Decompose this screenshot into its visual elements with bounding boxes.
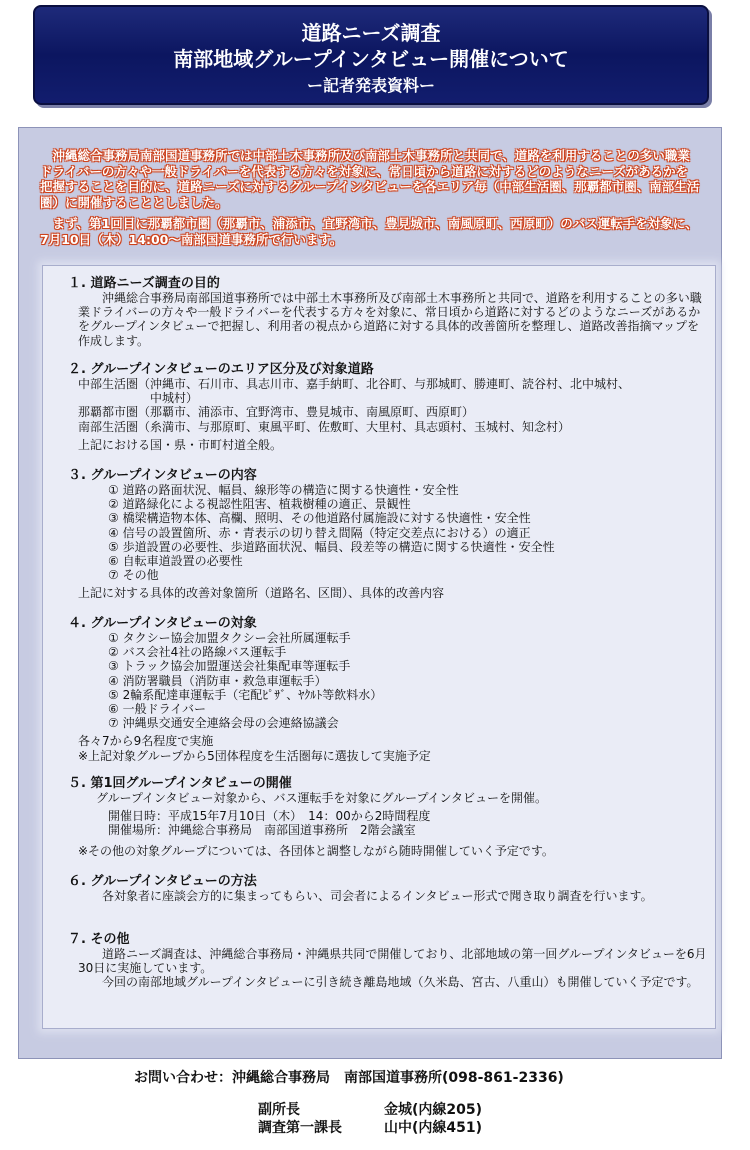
section-7-heading: ７. その他 <box>68 932 130 947</box>
section-3-note: 上記に対する具体的改善対象箇所（道路名、区間）、具体的改善内容 <box>78 586 445 601</box>
intro-text <box>40 148 700 247</box>
section-1-body: 沖縄総合事務局南部国道事務所では中部土木事務所及び南部土木事務所と共同で、道路を利用することの多い職業ドライバーの方々や一般ドライバーを代表する方々を対象に、常日頃から道路に対するどのようなニーズがあるかをグループインタビューで把握し、利用者の視点から道路に対する具体的改善箇所を整理し、道路改善指摘マップを作成します。 <box>78 291 702 348</box>
content-item-2: ② 道路緑化による視認性阻害、植栽樹種の適正、景観性 <box>108 497 411 512</box>
title-line-1: 道路ニーズ調査 <box>301 21 441 45</box>
section-2 <box>68 362 708 452</box>
section-6-body: 各対象者に座談会方的に集まってもらい、司会者によるインタビュー形式で聞き取り調査を行います。 <box>102 889 653 903</box>
content-item-7: ⑦ その他 <box>108 568 159 583</box>
section-4-note-1: 各々7から9名程度で実施 <box>78 734 214 749</box>
event-venue: 開催場所：沖縄総合事務局 南部国道事務所 2階会議室 <box>108 823 416 838</box>
content-item-4: ④ 信号の設置箇所、赤・青表示の切り替え間隔（特定交差点における）の適正 <box>108 525 531 540</box>
section-3-heading: ３. グループインタビューの内容 <box>68 468 257 483</box>
area-central-cont: 中城村） <box>78 391 199 406</box>
section-4 <box>68 616 708 763</box>
section-5-note: ※その他の対象グループについては、各団体と調整しながら随時開催していく予定です。 <box>78 843 554 858</box>
section-5-heading: ５. 第1回グループインタビューの開催 <box>68 776 292 791</box>
section-1-heading: １. 道路ニーズ調査の目的 <box>68 276 220 291</box>
content-item-1: ① 道路の路面状況、幅員、線形等の構造に関する快適性・安全性 <box>108 483 459 497</box>
content-item-5: ⑤ 歩道設置の必要性、歩道路面状況、幅員、段差等の構造に関する快適性・安全性 <box>108 539 555 554</box>
target-item-6: ⑥ 一般ドライバー <box>108 702 206 717</box>
section-2-note: 上記における国・県・市町村道全般。 <box>78 437 283 452</box>
target-item-1: ① タクシー協会加盟タクシー会社所属運転手 <box>108 631 351 645</box>
staff-role: 調査第一課長 <box>258 1120 342 1136</box>
section-7-body-1: 道路ニーズ調査は、沖縄総合事務局・沖縄県共同で開催しており、北部地域の第一回グループインタビューを6月30日に実施しています。 <box>78 947 707 976</box>
title-banner <box>33 5 709 105</box>
section-7 <box>68 932 708 990</box>
section-7-body-2: 今回の南部地域グループインタビューに引き続き離島地域（久米島、宮古、八重山）も開催していく予定です。 <box>102 975 699 990</box>
contact-info: お問い合わせ：沖縄総合事務局 南部国道事務所(098-861-2336) <box>134 1070 564 1086</box>
subtitle: ー記者発表資料ー <box>306 76 435 95</box>
area-central: 中部生活圏（沖縄市、石川市、具志川市、嘉手納町、北谷町、与那城町、勝連町、読谷村、北中城村、 <box>78 377 631 391</box>
section-3 <box>68 468 708 601</box>
intro-paragraph-2: まず、第1回目に那覇都市圏（那覇市、浦添市、宜野湾市、豊見城市、南風原町、西原町）のバス運転手を対象に、7月10日（木）14:00～南部国道事務所で行います。 <box>40 216 698 247</box>
event-datetime: 開催日時：平成15年7月10日（木） 14：00から2時間程度 <box>108 809 431 824</box>
title-line-2: 南部地域グループインタビュー開催について <box>173 47 569 71</box>
intro-paragraph-1: 沖縄総合事務局南部国道事務所では中部土木事務所及び南部土木事務所と共同で、道路を利用することの多い職業ドライバーの方々や一般ドライバーを代表する方々を対象に、常日頃から道路に対するどのようなニーズがあるかを把握することを目的に、道路ニーズに対するグループインタビューを各エリア毎（中部生活圏、那覇都市圏、南部生活圏）に開催することとしました。 <box>40 148 700 210</box>
section-1 <box>68 276 708 348</box>
staff-row-2 <box>258 1117 482 1137</box>
staff-name: 山中(内線451) <box>384 1120 483 1136</box>
section-4-heading: ４. グループインタビューの対象 <box>68 616 257 631</box>
area-south: 南部生活圏（糸満市、与那原町、東風平町、佐敷町、大里村、具志頭村、玉城村、知念村） <box>78 419 571 434</box>
section-6 <box>68 874 708 903</box>
section-5 <box>68 776 708 858</box>
target-item-7: ⑦ 沖縄県交通安全連絡会母の会連絡協議会 <box>108 716 339 731</box>
section-5-body: グループインタビュー対象から、バス運転手を対象にグループインタビューを開催。 <box>96 791 547 805</box>
staff-row-1 <box>258 1099 482 1119</box>
section-2-heading: ２. グループインタビューのエリア区分及び対象道路 <box>68 362 374 377</box>
staff-name: 金城(内線205) <box>384 1102 483 1118</box>
target-item-3: ③ トラック協会加盟運送会社集配車等運転手 <box>108 659 351 674</box>
section-6-heading: ６. グループインタビューの方法 <box>68 874 257 889</box>
target-item-2: ② バス会社4社の路線バス運転手 <box>108 645 287 660</box>
content-item-3: ③ 橋梁構造物本体、高欄、照明、その他道路付属施設に対する快適性・安全性 <box>108 511 531 526</box>
section-4-note-2: ※上記対象グループから5団体程度を生活圏毎に選抜して実施予定 <box>78 748 431 763</box>
target-item-5: ⑤ 2輪系配達車運転手（宅配ﾋﾟｻﾞ、ﾔｸﾙﾄ等飲料水） <box>108 687 383 702</box>
target-item-4: ④ 消防署職員（消防車・救急車運転手） <box>108 673 327 688</box>
area-naha: 那覇都市圏（那覇市、浦添市、宜野湾市、豊見城市、南風原町、西原町） <box>78 405 475 420</box>
content-item-6: ⑥ 自転車道設置の必要性 <box>108 554 243 569</box>
staff-role: 副所長 <box>258 1102 300 1118</box>
